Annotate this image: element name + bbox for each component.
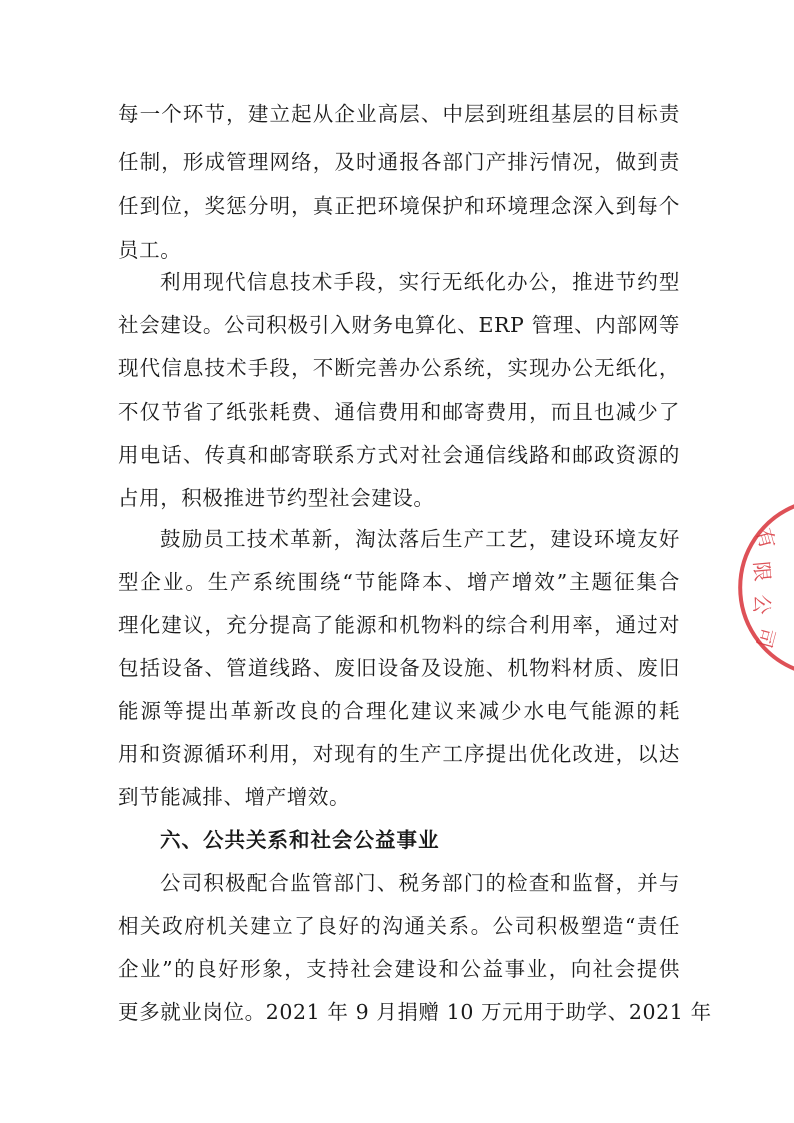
paragraph-3-line-6: 用和资源循环利用，对现有的生产工序提出优化改进，以达 [118,742,680,766]
paragraph-2-line-6: 占用，积极推进节约型社会建设。 [118,486,435,510]
paragraph-4-line-4: 更多就业岗位。2021 年 9 月捐赠 10 万元用于助学、2021 年 [118,1000,712,1024]
paragraph-2-line-1: 利用现代信息技术手段，实行无纸化办公，推进节约型 [160,270,680,294]
paragraph-1-line-4: 员工。 [118,238,182,262]
svg-text:公: 公 [749,593,775,616]
section-heading: 六、公共关系和社会公益事业 [160,828,440,852]
paragraph-1-line-3: 任到位，奖惩分明，真正把环境保护和环境理念深入到每个 [118,194,680,218]
paragraph-3-line-2: 型企业。生产系统围绕“节能降本、增产增效”主题征集合 [118,570,680,594]
paragraph-3-line-1: 鼓励员工技术革新，淘汰落后生产工艺，建设环境友好 [160,527,680,551]
paragraph-2-line-4: 不仅节省了纸张耗费、通信费用和邮寄费用，而且也减少了 [118,400,680,424]
paragraph-1-line-2: 任制，形成管理网络，及时通报各部门产排污情况，做到责 [118,150,680,174]
paragraph-4-line-3: 企业”的良好形象，支持社会建设和公益事业，向社会提供 [118,957,680,981]
paragraph-2-line-2: 社会建设。公司积极引入财务电算化、ERP 管理、内部网等 [118,313,680,337]
company-seal-stamp [735,500,794,675]
paragraph-3-line-4: 包括设备、管道线路、废旧设备及设施、机物料材质、废旧 [118,656,680,680]
svg-text:司: 司 [751,625,780,651]
paragraph-3-line-7: 到节能减排、增产增效。 [118,785,351,809]
paragraph-2-line-3: 现代信息技术手段，不断完善办公系统，实现办公无纸化， [118,356,680,380]
paragraph-3-line-5: 能源等提出革新改良的合理化建议来减少水电气能源的耗 [118,699,680,723]
paragraph-4-line-1: 公司积极配合监管部门、税务部门的检查和监督，并与 [160,871,680,895]
paragraph-1-line-1: 每一个环节，建立起从企业高层、中层到班组基层的目标责 [118,102,680,126]
paragraph-2-line-5: 用电话、传真和邮寄联系方式对社会通信线路和邮政资源的 [118,443,680,467]
svg-text:有: 有 [751,525,780,551]
paragraph-3-line-3: 理化建议，充分提高了能源和机物料的综合利用率，通过对 [118,613,680,637]
paragraph-4-line-2: 相关政府机关建立了良好的沟通关系。公司积极塑造“责任 [118,914,680,938]
svg-text:限: 限 [749,560,775,583]
